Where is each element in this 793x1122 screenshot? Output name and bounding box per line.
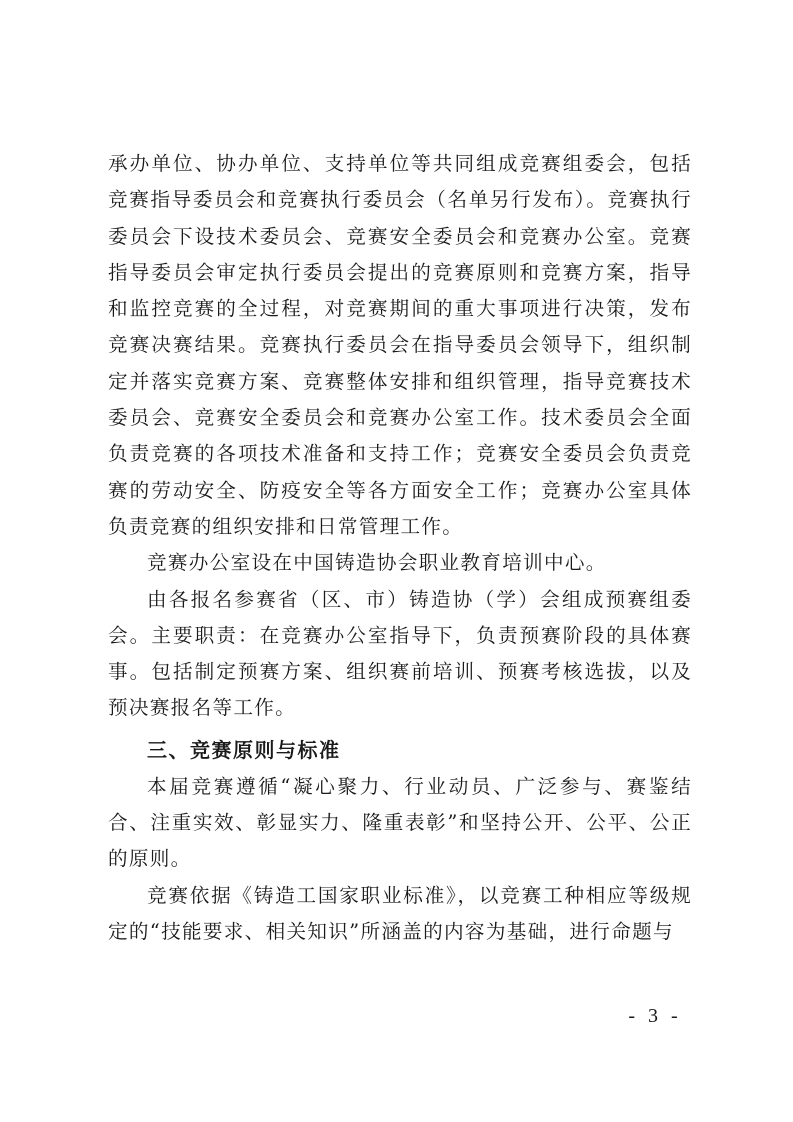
document-body: [108, 146, 692, 950]
paragraph-competition-office: 竞赛办公室设在中国铸造协会职业教育培训中心。: [147, 551, 607, 575]
paragraph-preliminary-committee: 由各报名参赛省（区、市）铸造协（学）会组成预赛组委会。主要职责：在竞赛办公室指导下，负责预赛阶段的具体赛事。包括制定预赛方案、组织赛前培训、预赛考核选拔，以及预决赛报名等工作。: [108, 587, 692, 720]
page-number: - 3 -: [628, 1005, 682, 1027]
paragraph-organizing-committee: 承办单位、协办单位、支持单位等共同组成竞赛组委会，包括竞赛指导委员会和竞赛执行委员会（名单另行发布）。竞赛执行委员会下设技术委员会、竞赛安全委员会和竞赛办公室。竞赛指导委员会审定执行委员会提出的竞赛原则和竞赛方案，指导和监控竞赛的全过程，对竞赛期间的重大事项进行决策，发布竞赛决赛结果。竞赛执行委员会在指导委员会领导下，组织制定并落实竞赛方案、竞赛整体安排和组织管理，指导竞赛技术委员会、竞赛安全委员会和竞赛办公室工作。技术委员会全面负责竞赛的各项技术准备和支持工作；竞赛安全委员会负责竞赛的劳动安全、防疫安全等各方面安全工作；竞赛办公室具体负责竞赛的组织安排和日常管理工作。: [108, 152, 692, 538]
section-heading-principles: 三、竞赛原则与标准: [147, 737, 341, 762]
paragraph-standards: 竞赛依据《铸造工国家职业标准》，以竞赛工种相应等级规定的“技能要求、相关知识”所涵盖的内容为基础，进行命题与: [108, 883, 692, 943]
paragraph-principles: 本届竞赛遵循“凝心聚力、行业动员、广泛参与、赛鉴结合、注重实效、彰显实力、隆重表彰”和坚持公开、公平、公正的原则。: [108, 774, 692, 871]
